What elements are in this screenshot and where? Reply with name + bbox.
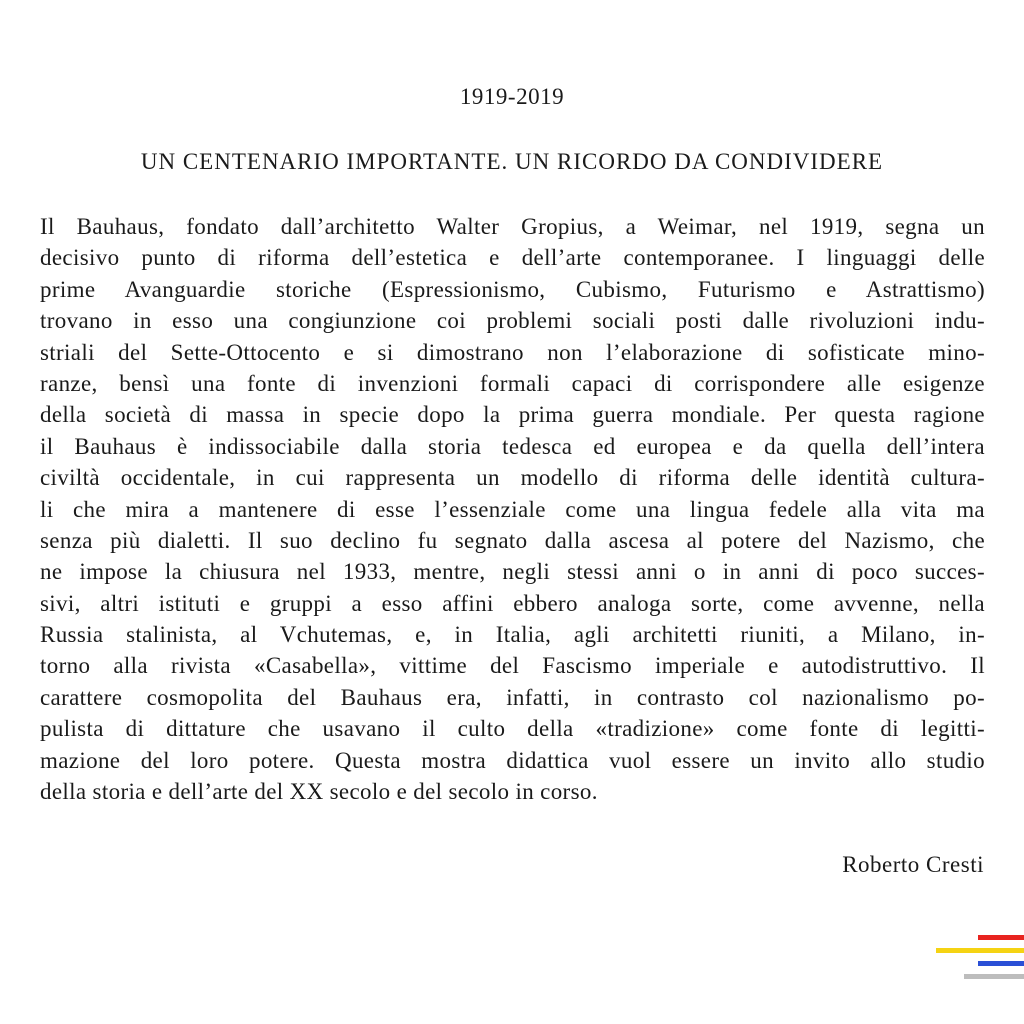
body-line: carattere cosmopolita del Bauhaus era, infatti, in contrasto col nazionalismo po- xyxy=(40,684,985,710)
body-line: striali del Sette-Ottocento e si dimostrano non l’elaborazione di sofisticate mino- xyxy=(40,339,985,365)
yellow-bar xyxy=(936,948,1024,953)
body-line: Il Bauhaus, fondato dall’architetto Walter Gropius, a Weimar, nel 1919, segna un xyxy=(40,214,985,239)
body-line: trovano in esso una congiunzione coi problemi sociali posti dalle rivoluzioni indu- xyxy=(40,308,985,334)
blue-bar xyxy=(978,961,1024,966)
signature: Roberto Cresti xyxy=(842,852,984,877)
gray-bar xyxy=(964,974,1024,979)
body-line: della storia e dell’arte del XX secolo e del secolo in corso. xyxy=(40,779,598,805)
body-line: prime Avanguardie storiche (Espressionismo, Cubismo, Futurismo e Astrattismo) xyxy=(40,276,985,302)
color-bars-decoration xyxy=(930,935,1024,985)
body-line: ranze, bensì una fonte di invenzioni formali capaci di corrispondere alle esigenze xyxy=(40,370,985,396)
body-line: senza più dialetti. Il suo declino fu segnato dalla ascesa al potere del Nazismo, che xyxy=(40,527,985,553)
body-line: decisivo punto di riforma dell’estetica e dell’arte contemporanee. I linguaggi delle xyxy=(40,245,985,271)
body-line: ne impose la chiusura nel 1933, mentre, negli stessi anni o in anni di poco succes- xyxy=(40,559,985,585)
body-line: sivi, altri istituti e gruppi a esso affini ebbero analoga sorte, come avvenne, nella xyxy=(40,590,985,616)
red-bar xyxy=(978,935,1024,940)
years-heading: 1919-2019 xyxy=(459,84,565,109)
body-line: Russia stalinista, al Vchutemas, e, in Italia, agli architetti riuniti, a Milano, in- xyxy=(40,622,985,648)
body-line: della società di massa in specie dopo la prima guerra mondiale. Per questa ragione xyxy=(40,402,985,428)
body-text xyxy=(40,211,985,807)
page-title: UN CENTENARIO IMPORTANTE. UN RICORDO DA CONDIVIDERE xyxy=(140,149,884,174)
body-line: mazione del loro potere. Questa mostra didattica vuol essere un invito allo studio xyxy=(40,747,985,773)
body-line: torno alla rivista «Casabella», vittime del Fascismo imperiale e autodistruttivo. Il xyxy=(40,653,985,679)
body-line: li che mira a mantenere di esse l’essenziale come una lingua fedele alla vita ma xyxy=(40,496,985,522)
body-line: pulista di dittature che usavano il culto della «tradizione» come fonte di legitti- xyxy=(40,716,985,742)
body-line: il Bauhaus è indissociabile dalla storia tedesca ed europea e da quella dell’intera xyxy=(40,433,985,459)
body-line: civiltà occidentale, in cui rappresenta un modello di riforma delle identità cultura- xyxy=(40,465,985,491)
